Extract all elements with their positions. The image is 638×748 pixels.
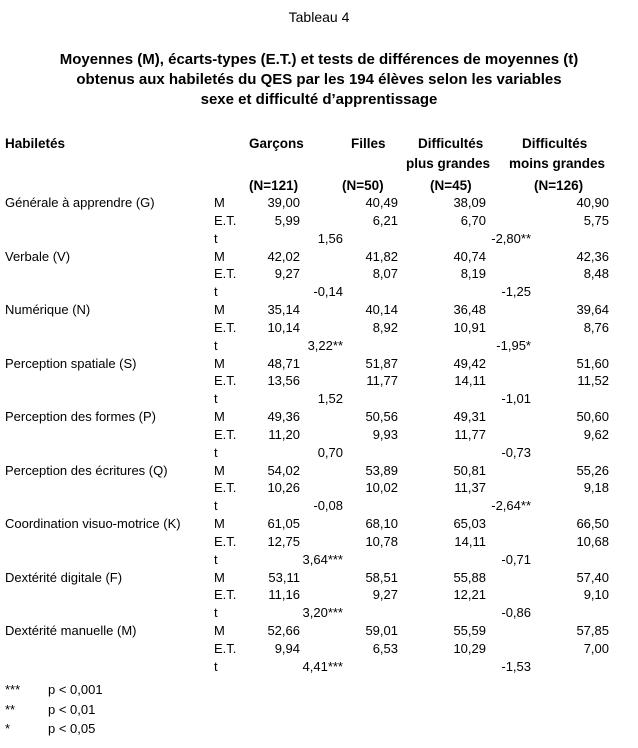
t-value-difficulte: -0,73 [501,444,531,460]
stat-label-m: M [214,355,225,371]
ability-name: Dextérité manuelle (M) [5,623,137,638]
ability-name: Perception des formes (P) [5,409,157,424]
mean-value: 48,71 [267,355,300,371]
sd-value: 10,02 [365,480,398,496]
header-n-garcons: (N=121) [249,178,299,193]
header-diff-plus: Difficultés [418,136,484,151]
t-value-difficulte: -1,25 [501,284,531,300]
mean-value: 40,74 [453,248,486,264]
caption-line: obtenus aux habiletés du QES par les 194 élèves selon les variables [76,71,562,88]
sd-value: 11,52 [577,373,609,389]
sd-value: 13,56 [267,373,300,389]
t-value-sexe: -0,14 [313,284,343,300]
stat-label-m: M [214,248,225,264]
mean-value: 61,05 [267,516,300,531]
t-value-difficulte: -1,01 [501,391,531,407]
sd-value: 9,27 [372,587,398,603]
sd-value: 11,20 [268,426,300,442]
stat-label-et: E.T. [214,587,237,603]
sd-value: 8,76 [583,319,609,335]
note-mark: * [5,721,11,736]
t-value-sexe: 0,70 [317,444,343,460]
sd-value: 6,53 [372,640,398,656]
stat-label-et: E.T. [214,533,237,549]
mean-value: 53,11 [268,569,300,585]
stat-label-t: t [214,391,218,407]
sd-value: 11,37 [454,480,486,496]
caption-line: Moyennes (M), écarts-types (E.T.) et tests de différences de moyennes (t) [59,51,579,68]
header-garcons: Garçons [249,136,304,151]
stat-label-t: t [214,498,218,514]
sd-value: 8,07 [372,266,398,282]
sd-value: 9,27 [274,266,300,282]
ability-name: Coordination visuo-motrice (K) [5,516,181,531]
note-mark: *** [5,682,21,697]
sd-value: 9,18 [583,480,609,496]
sd-value: 9,62 [583,426,609,442]
stat-label-m: M [214,462,225,478]
header-n-moins: (N=126) [534,178,584,193]
mean-value: 55,88 [453,569,486,585]
stat-label-m: M [214,409,225,424]
sd-value: 9,93 [372,426,398,442]
t-value-difficulte: -2,64** [491,498,531,514]
stat-label-et: E.T. [214,640,237,656]
mean-value: 51,87 [365,355,398,371]
mean-value: 49,31 [453,409,486,424]
sd-value: 5,99 [274,212,300,228]
stat-label-t: t [214,444,218,460]
header-n-filles: (N=50) [342,178,384,193]
sd-value: 8,92 [372,319,398,335]
sd-value: 6,70 [460,212,486,228]
stat-label-et: E.T. [214,212,237,228]
mean-value: 40,49 [365,195,398,210]
mean-value: 50,81 [453,462,486,478]
sd-value: 14,11 [454,533,486,549]
t-value-sexe: -0,08 [313,498,343,514]
stat-label-t: t [214,230,218,246]
stat-label-t: t [214,551,218,567]
sd-value: 8,19 [460,266,486,282]
header-diff-plus-sub: plus grandes [406,156,491,171]
stat-label-et: E.T. [214,480,237,496]
t-value-sexe: 4,41*** [302,658,343,674]
caption-line: sexe et difficulté d’apprentissage [200,91,438,108]
mean-value: 50,60 [576,409,609,424]
stat-label-m: M [214,569,225,585]
sd-value: 14,11 [454,373,486,389]
t-value-sexe: 3,20*** [302,605,343,621]
sd-value: 10,68 [576,533,609,549]
header-diff-moins-sub: moins grandes [509,156,606,171]
stat-label-m: M [214,623,225,638]
mean-value: 50,56 [365,409,398,424]
table-caption [0,50,638,110]
t-value-difficulte: -1,53 [501,658,531,674]
sd-value: 9,10 [583,587,609,603]
mean-value: 39,00 [267,195,300,210]
header-n-plus: (N=45) [430,178,472,193]
stat-label-t: t [214,658,218,674]
stat-label-t: t [214,337,218,353]
t-value-sexe: 3,64*** [302,551,343,567]
stat-label-m: M [214,302,225,317]
mean-value: 66,50 [576,516,609,531]
header-habiletes: Habiletés [5,136,66,151]
mean-value: 39,64 [576,302,609,317]
mean-value: 35,14 [267,302,300,317]
mean-value: 55,26 [576,462,609,478]
mean-value: 42,02 [267,248,300,264]
sd-value: 8,48 [583,266,609,282]
note-text: p < 0,01 [48,701,96,717]
mean-value: 49,42 [453,355,486,371]
sd-value: 7,00 [583,640,609,656]
note-text: p < 0,001 [48,682,103,697]
t-value-sexe: 1,52 [317,391,343,407]
sd-value: 6,21 [372,212,398,228]
stat-label-et: E.T. [214,373,237,389]
mean-value: 54,02 [267,462,300,478]
ability-name: Perception des écritures (Q) [5,462,168,478]
sd-value: 11,16 [268,587,300,603]
stat-label-t: t [214,605,218,621]
mean-value: 53,89 [365,462,398,478]
mean-value: 52,66 [267,623,300,638]
sd-value: 10,14 [267,319,300,335]
table-number: Tableau 4 [288,9,350,25]
header-diff-moins: Difficultés [522,136,588,151]
t-value-difficulte: -0,71 [501,551,531,567]
ability-name: Numérique (N) [5,302,91,317]
t-value-sexe: 3,22** [307,337,343,353]
mean-value: 57,85 [576,623,609,638]
mean-value: 49,36 [267,409,300,424]
mean-value: 36,48 [453,302,486,317]
t-value-difficulte: -2,80** [491,230,531,246]
ability-name: Verbale (V) [5,248,71,264]
sd-value: 12,21 [453,587,486,603]
mean-value: 42,36 [576,248,609,264]
note-text: p < 0,05 [48,721,96,736]
mean-value: 41,82 [365,248,398,264]
sd-value: 10,29 [453,640,486,656]
header-filles: Filles [351,136,386,151]
stat-label-m: M [214,516,225,531]
mean-value: 38,09 [453,195,486,210]
ability-name: Dextérité digitale (F) [5,569,123,585]
note-mark: ** [5,701,16,717]
mean-value: 68,10 [365,516,398,531]
mean-value: 59,01 [365,623,398,638]
mean-value: 40,90 [576,195,609,210]
sd-value: 9,94 [274,640,300,656]
mean-value: 57,40 [576,569,609,585]
mean-value: 55,59 [453,623,486,638]
t-value-difficulte: -0,86 [501,605,531,621]
sd-value: 10,26 [267,480,300,496]
sd-value: 10,78 [365,533,398,549]
stat-label-m: M [214,195,225,210]
sd-value: 12,75 [267,533,300,549]
stat-label-et: E.T. [214,426,237,442]
t-value-sexe: 1,56 [317,230,343,246]
ability-name: Générale à apprendre (G) [5,195,155,210]
mean-value: 58,51 [365,569,398,585]
ability-name: Perception spatiale (S) [5,355,137,371]
mean-value: 40,14 [365,302,398,317]
sd-value: 11,77 [366,373,398,389]
mean-value: 65,03 [453,516,486,531]
sd-value: 11,77 [454,426,486,442]
sd-value: 5,75 [583,212,609,228]
t-value-difficulte: -1,95* [496,337,531,353]
sd-value: 10,91 [453,319,486,335]
stat-label-t: t [214,284,218,300]
stat-label-et: E.T. [214,319,237,335]
stat-label-et: E.T. [214,266,237,282]
mean-value: 51,60 [576,355,609,371]
